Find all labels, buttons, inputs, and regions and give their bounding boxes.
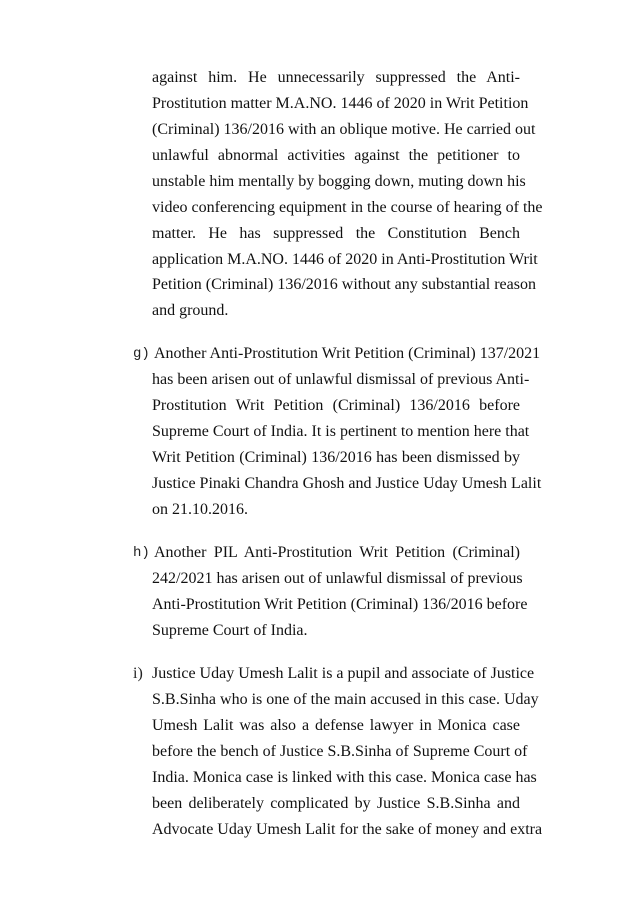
list-marker-i: i) (133, 665, 143, 682)
list-item-g-line: Prostitution Writ Petition (Criminal) 136/2016 before (152, 397, 520, 414)
list-item-h-line: 242/2021 has arisen out of unlawful dismissal of previous (152, 570, 523, 587)
paragraph-line: Prostitution matter M.A.NO. 1446 of 2020 in Writ Petition (152, 95, 529, 112)
paragraph-line: unlawful abnormal activities against the petitioner to (152, 147, 520, 164)
list-item-i-line: Justice Uday Umesh Lalit is a pupil and associate of Justice (152, 665, 535, 682)
list-item-g-line: has been arisen out of unlawful dismissal of previous Anti- (152, 371, 530, 388)
list-item-h-line: Supreme Court of India. (152, 622, 308, 639)
list-marker-h: h) (133, 545, 150, 561)
list-item-i-line: before the bench of Justice S.B.Sinha of Supreme Court of (152, 743, 528, 760)
paragraph-line: video conferencing equipment in the course of hearing of the (152, 199, 543, 216)
list-item-i-line: Advocate Uday Umesh Lalit for the sake of money and extra (152, 821, 543, 838)
list-item-g-line: Another Anti-Prostitution Writ Petition (Criminal) 137/2021 (154, 345, 541, 362)
list-item-h-line: Anti-Prostitution Writ Petition (Criminal) 136/2016 before (152, 596, 528, 613)
list-item-h-line: Another PIL Anti-Prostitution Writ Petition (Criminal) (154, 544, 520, 561)
paragraph-line: (Criminal) 136/2016 with an oblique motive. He carried out (152, 121, 536, 138)
paragraph-line: Petition (Criminal) 136/2016 without any substantial reason (152, 276, 536, 293)
paragraph-line: against him. He unnecessarily suppressed the Anti- (152, 69, 520, 86)
list-marker-g: g) (133, 346, 150, 362)
list-item-g-line: Supreme Court of India. It is pertinent to mention here that (152, 423, 530, 440)
paragraph-line: matter. He has suppressed the Constitution Bench (152, 225, 520, 242)
list-item-g-line: on 21.10.2016. (152, 501, 248, 518)
paragraph-line: and ground. (152, 302, 229, 319)
list-item-g-line: Justice Pinaki Chandra Ghosh and Justice Uday Umesh Lalit (152, 475, 542, 492)
list-item-i-line: S.B.Sinha who is one of the main accused in this case. Uday (152, 691, 539, 708)
list-item-i-line: India. Monica case is linked with this case. Monica case has (152, 769, 537, 786)
list-item-i-line: been deliberately complicated by Justice S.B.Sinha and (152, 795, 520, 812)
paragraph-line: application M.A.NO. 1446 of 2020 in Anti-Prostitution Writ (152, 251, 538, 268)
paragraph-line: unstable him mentally by bogging down, muting down his (152, 173, 526, 190)
list-item-i-line: Umesh Lalit was also a defense lawyer in Monica case (152, 717, 520, 734)
list-item-g-line: Writ Petition (Criminal) 136/2016 has been dismissed by (152, 449, 520, 466)
